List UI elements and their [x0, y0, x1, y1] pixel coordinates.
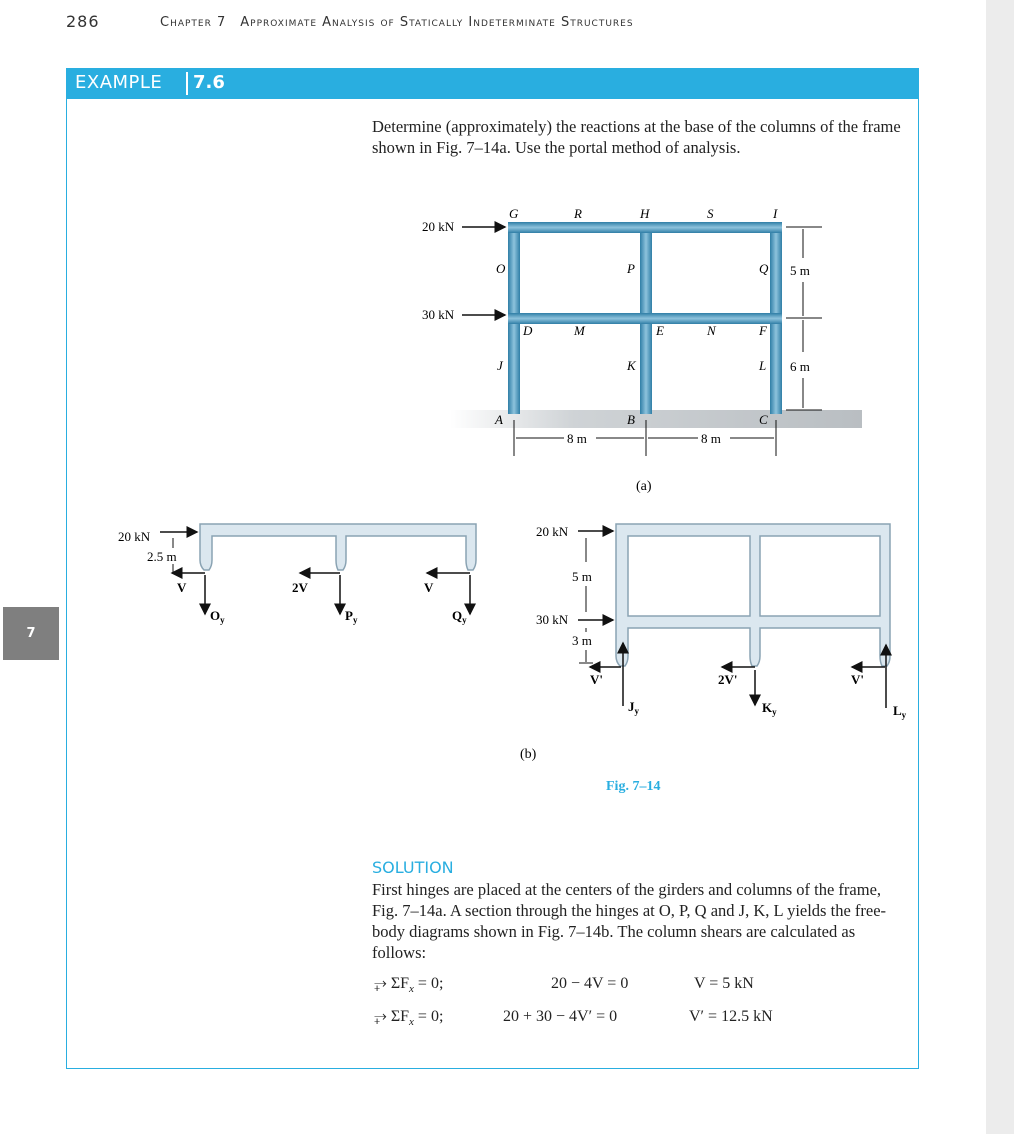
node-label-F: F: [759, 323, 767, 338]
girder-top: [508, 222, 782, 233]
reaction-label-Oy: $O_y$: [210, 608, 225, 625]
equation-1-condition: ⥅ $\Sigma F_x = 0$;: [374, 975, 444, 996]
dim-label-8m-right: 8 m: [701, 431, 721, 446]
fbd-full-load-label-top: 20 kN: [536, 524, 569, 539]
page-number: 286: [66, 12, 100, 31]
chapter-side-tab: 7: [3, 607, 59, 660]
caption-b: (b): [520, 747, 537, 762]
figure-b-right: [536, 524, 907, 720]
node-label-L: L: [759, 358, 767, 373]
scrollbar[interactable]: [986, 0, 1014, 1134]
example-number: 7.6: [186, 72, 237, 95]
reaction-label-Py: $P_y$: [345, 608, 358, 625]
shear-label-Q: V: [424, 580, 434, 595]
vertical-dimensions: [786, 227, 822, 410]
fbd-panel-left: [628, 536, 750, 616]
node-label-C: C: [759, 412, 768, 427]
girder-middle: [508, 313, 782, 324]
dim-label-8m-left: 8 m: [567, 431, 587, 446]
node-label-H: H: [640, 206, 650, 221]
fbd-full-dim-3m: 3 m: [572, 633, 592, 648]
reaction-label-Ly: $L_y$: [893, 703, 907, 720]
node-label-D: D: [523, 323, 533, 338]
reaction-label-Qy: $Q_y$: [452, 608, 467, 625]
fbd-upper-dim-label: 2.5 m: [147, 549, 177, 564]
shear-label-K: 2V': [718, 672, 738, 687]
figure-a: [422, 206, 862, 494]
equation-2-result: V′ = 12.5 kN: [689, 1008, 773, 1025]
fbd-full-dim-5m: 5 m: [572, 569, 592, 584]
caption-a: (a): [636, 479, 652, 494]
node-label-E: E: [656, 323, 664, 338]
node-label-O: O: [496, 261, 506, 276]
chapter-label: Chapter 7: [160, 15, 227, 30]
plus-right-arrow-icon: ⥅: [374, 975, 387, 992]
node-label-G: G: [509, 206, 519, 221]
node-label-P: P: [627, 261, 635, 276]
chapter-title: Approximate Analysis of Statically Indeterminate Structures: [240, 15, 634, 30]
example-label: EXAMPLE: [75, 72, 163, 93]
shear-label-P: 2V: [292, 580, 308, 595]
figure-caption: Fig. 7–14: [606, 779, 661, 794]
load-label-top: 20 kN: [422, 219, 455, 234]
reaction-label-Jy: $J_y$: [628, 699, 639, 716]
node-label-M: M: [574, 323, 585, 338]
dim-label-5m: 5 m: [790, 263, 810, 278]
node-label-N: N: [707, 323, 716, 338]
reaction-label-Ky: $K_y$: [762, 700, 777, 717]
node-label-S: S: [707, 206, 714, 221]
equation-2-condition: ⥅ $\Sigma F_x = 0$;: [374, 1008, 444, 1029]
load-label-middle: 30 kN: [422, 307, 455, 322]
node-label-B: B: [627, 412, 635, 427]
node-label-Q: Q: [759, 261, 769, 276]
fbd-full-load-label-middle: 30 kN: [536, 612, 569, 627]
equation-1-result: V = 5 kN: [694, 975, 754, 992]
node-label-J: J: [497, 358, 503, 373]
node-label-R: R: [574, 206, 582, 221]
figure-b-left: [118, 524, 476, 625]
node-label-A: A: [495, 412, 503, 427]
solution-text: First hinges are placed at the centers of the girders and columns of the frame, Fig. 7–14a. A section through the hinges at O, P, Q and J, K, L yields the free-body diagrams shown in Fig. 7–14b. The column shears are calculated as follows:: [372, 880, 887, 962]
node-label-K: K: [627, 358, 636, 373]
problem-statement: Determine (approximately) the reactions at the base of the columns of the frame shown in Fig. 7–14a. Use the portal method of analysis.: [372, 117, 901, 157]
fbd-panel-right: [760, 536, 880, 616]
shear-label-J: V': [590, 672, 603, 687]
shear-label-O: V: [177, 580, 187, 595]
fbd-upper-frame: [200, 524, 476, 570]
dim-label-6m: 6 m: [790, 359, 810, 374]
plus-right-arrow-icon: ⥅: [374, 1008, 387, 1025]
equation-1: 20 − 4V = 0: [551, 975, 629, 992]
equation-2: 20 + 30 − 4V′ = 0: [503, 1008, 618, 1025]
shear-label-L: V': [851, 672, 864, 687]
fbd-upper-load-label: 20 kN: [118, 529, 151, 544]
node-label-I: I: [773, 206, 778, 221]
solution-heading: SOLUTION: [372, 858, 454, 877]
